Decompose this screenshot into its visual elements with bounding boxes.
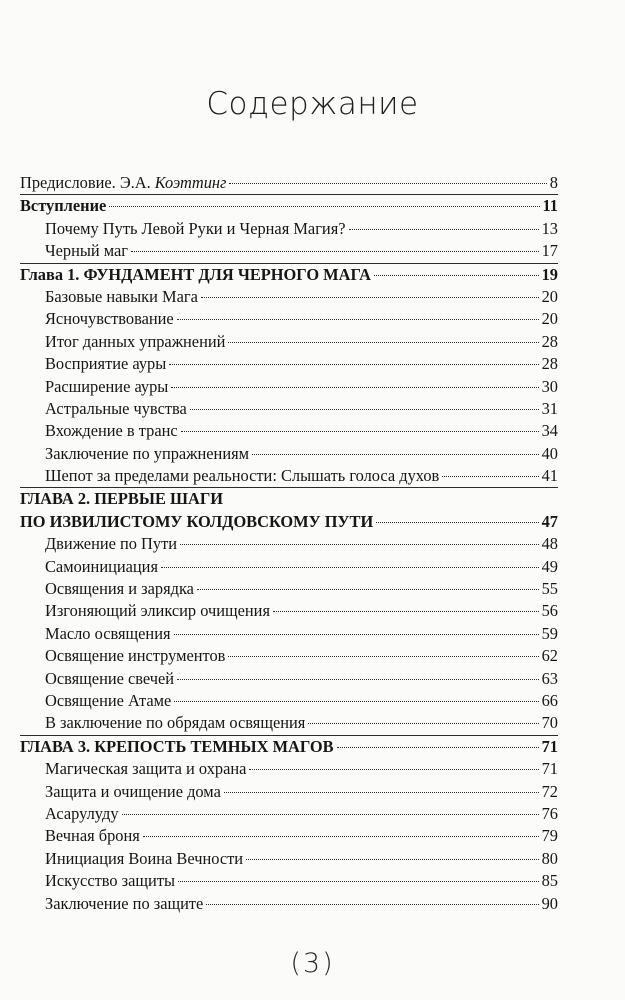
toc-entry-label: Ясночувствование <box>45 309 174 329</box>
toc-page-number: 28 <box>541 331 558 351</box>
dot-leader <box>374 275 539 276</box>
toc-entry-label: Самоинициация <box>45 556 158 576</box>
toc-page-number: 30 <box>541 376 558 396</box>
toc-entry-label: Освящение свечей <box>45 668 175 688</box>
toc-entry <box>20 825 558 847</box>
dot-leader <box>201 297 539 298</box>
toc-entry-label: Расширение ауры <box>45 376 169 396</box>
dot-leader <box>131 251 539 252</box>
toc-entry <box>20 848 558 870</box>
toc-entry-label: Вечная броня <box>45 826 140 846</box>
dot-leader <box>337 747 539 748</box>
toc-entry <box>20 645 558 667</box>
toc-entry <box>20 803 558 825</box>
toc-entry <box>20 420 558 442</box>
toc-entry-label: ПО ИЗВИЛИСТОМУ КОЛДОВСКОМУ ПУТИ <box>20 511 374 531</box>
toc-page-number: 47 <box>541 511 558 531</box>
toc-entry-label: Заключение по упражнениям <box>45 443 250 463</box>
toc-entry-label: Движение по Пути <box>45 534 178 554</box>
dot-leader <box>228 656 538 657</box>
toc-page-number: 90 <box>541 893 558 913</box>
dot-leader <box>206 904 538 905</box>
toc-entry <box>20 623 558 645</box>
dot-leader <box>349 229 539 230</box>
toc-entry-label: Вхождение в транс <box>45 421 178 441</box>
dot-leader <box>109 206 539 207</box>
toc-page-number: 48 <box>541 534 558 554</box>
toc-page-number: 40 <box>541 443 558 463</box>
toc-page-number: 34 <box>541 421 558 441</box>
dot-leader <box>246 859 539 860</box>
dot-leader <box>252 454 539 455</box>
toc-entry <box>20 218 558 240</box>
toc-entry <box>20 690 558 712</box>
dot-leader <box>228 342 538 343</box>
dot-leader <box>224 792 539 793</box>
toc-entry-label: Освящение Атаме <box>45 690 172 710</box>
toc-entry-label: В заключение по обрядам освящения <box>45 713 306 733</box>
toc-entry <box>20 758 558 780</box>
toc-entry-label: Заключение по защите <box>45 893 204 913</box>
toc-page-number: 8 <box>549 173 558 192</box>
toc-entry <box>20 712 558 734</box>
toc-page-number: 80 <box>541 848 558 868</box>
dot-leader <box>122 814 539 815</box>
dot-leader <box>174 634 539 635</box>
toc-page-number: 63 <box>541 668 558 688</box>
toc-entry-label: Итог данных упражнений <box>45 331 226 351</box>
toc-entry <box>20 308 558 330</box>
dot-leader <box>161 567 539 568</box>
table-of-contents <box>20 172 558 915</box>
toc-page-number: 62 <box>541 646 558 666</box>
toc-entry-label: Изгоняющий эликсир очищения <box>45 601 270 621</box>
toc-entry <box>20 781 558 803</box>
toc-entry-label: ГЛАВА 3. КРЕПОСТЬ ТЕМНЫХ МАГОВ <box>20 736 334 756</box>
toc-entry <box>20 668 558 690</box>
toc-page-number: 49 <box>541 556 558 576</box>
toc-entry-label: Восприятие ауры <box>45 354 167 374</box>
toc-page-number: 28 <box>541 354 558 374</box>
dot-leader <box>171 387 538 388</box>
dot-leader <box>181 431 539 432</box>
toc-entry-chapter-3 <box>20 736 558 758</box>
toc-entry-label: Вступление <box>20 196 107 216</box>
toc-page-number: 55 <box>541 579 558 599</box>
toc-entry <box>20 556 558 578</box>
toc-entry-label: Черный маг <box>45 241 129 261</box>
toc-entry-preface <box>20 172 558 194</box>
dot-leader <box>376 522 538 523</box>
toc-entry-label: Предисловие. Э.А. Коэттинг <box>20 173 227 192</box>
dot-leader <box>143 836 539 837</box>
toc-entry-label: Освящение инструментов <box>45 646 226 666</box>
toc-entry <box>20 398 558 420</box>
toc-entry <box>20 600 558 622</box>
toc-page-number: 71 <box>541 736 558 756</box>
toc-entry <box>20 286 558 308</box>
toc-entry-chapter-2 <box>20 511 558 533</box>
toc-entry-chapter-1 <box>20 264 558 286</box>
toc-page-number: 79 <box>541 826 558 846</box>
toc-entry <box>20 465 558 487</box>
toc-entry-label: Асарулуду <box>45 803 119 823</box>
toc-entry-label: Почему Путь Левой Руки и Черная Магия? <box>45 218 346 238</box>
toc-entry <box>20 533 558 555</box>
toc-entry-label: Глава 1. ФУНДАМЕНТ ДЛЯ ЧЕРНОГО МАГА <box>20 264 371 284</box>
page-number: (3) <box>290 948 335 979</box>
page-title: Содержание <box>206 86 419 122</box>
toc-page-number: 72 <box>541 781 558 801</box>
toc-page-number: 59 <box>541 623 558 643</box>
dot-leader <box>197 589 539 590</box>
toc-entry <box>20 893 558 915</box>
toc-page-number: 20 <box>541 309 558 329</box>
dot-leader <box>249 769 538 770</box>
toc-page-number: 71 <box>541 759 558 779</box>
toc-page-number: 85 <box>541 871 558 891</box>
dot-leader <box>174 701 538 702</box>
toc-page-number: 19 <box>541 264 558 284</box>
dot-leader <box>177 319 539 320</box>
toc-entry-author: Коэттинг <box>154 173 227 192</box>
toc-page-number: 41 <box>541 466 558 486</box>
toc-page-number: 31 <box>541 398 558 418</box>
toc-page-number: 11 <box>542 196 558 216</box>
toc-entry-intro <box>20 195 558 217</box>
toc-page-number: 17 <box>541 241 558 261</box>
dot-leader <box>273 611 539 612</box>
toc-page-number: 76 <box>541 803 558 823</box>
dot-leader <box>169 364 538 365</box>
toc-entry <box>20 240 558 262</box>
toc-entry <box>20 578 558 600</box>
dot-leader <box>180 544 539 545</box>
toc-entry <box>20 870 558 892</box>
toc-entry-label: Шепот за пределами реальности: Слышать голоса духов <box>45 466 440 486</box>
toc-page-number: 66 <box>541 690 558 710</box>
toc-entry <box>20 376 558 398</box>
toc-entry <box>20 443 558 465</box>
toc-entry <box>20 353 558 375</box>
toc-entry-label: Защита и очищение дома <box>45 781 221 801</box>
toc-entry-label: Магическая защита и охрана <box>45 759 247 779</box>
dot-leader <box>229 183 546 184</box>
toc-chapter-2-heading: ГЛАВА 2. ПЕРВЫЕ ШАГИ <box>20 489 223 509</box>
dot-leader <box>442 476 538 477</box>
toc-page-number: 70 <box>541 713 558 733</box>
toc-page-number: 13 <box>541 218 558 238</box>
dot-leader <box>190 409 539 410</box>
toc-entry-label: Масло освящения <box>45 623 171 643</box>
toc-entry-label: Астральные чувства <box>45 398 187 418</box>
toc-entry-label: Искусство защиты <box>45 871 175 891</box>
toc-page-number: 56 <box>541 601 558 621</box>
toc-entry-label: Освящения и зарядка <box>45 579 194 599</box>
toc-entry <box>20 331 558 353</box>
dot-leader <box>178 881 539 882</box>
dot-leader <box>308 723 538 724</box>
dot-leader <box>177 679 539 680</box>
toc-page-number: 20 <box>541 286 558 306</box>
toc-entry-label: Базовые навыки Мага <box>45 286 198 306</box>
toc-entry-label: Инициация Воина Вечности <box>45 848 244 868</box>
